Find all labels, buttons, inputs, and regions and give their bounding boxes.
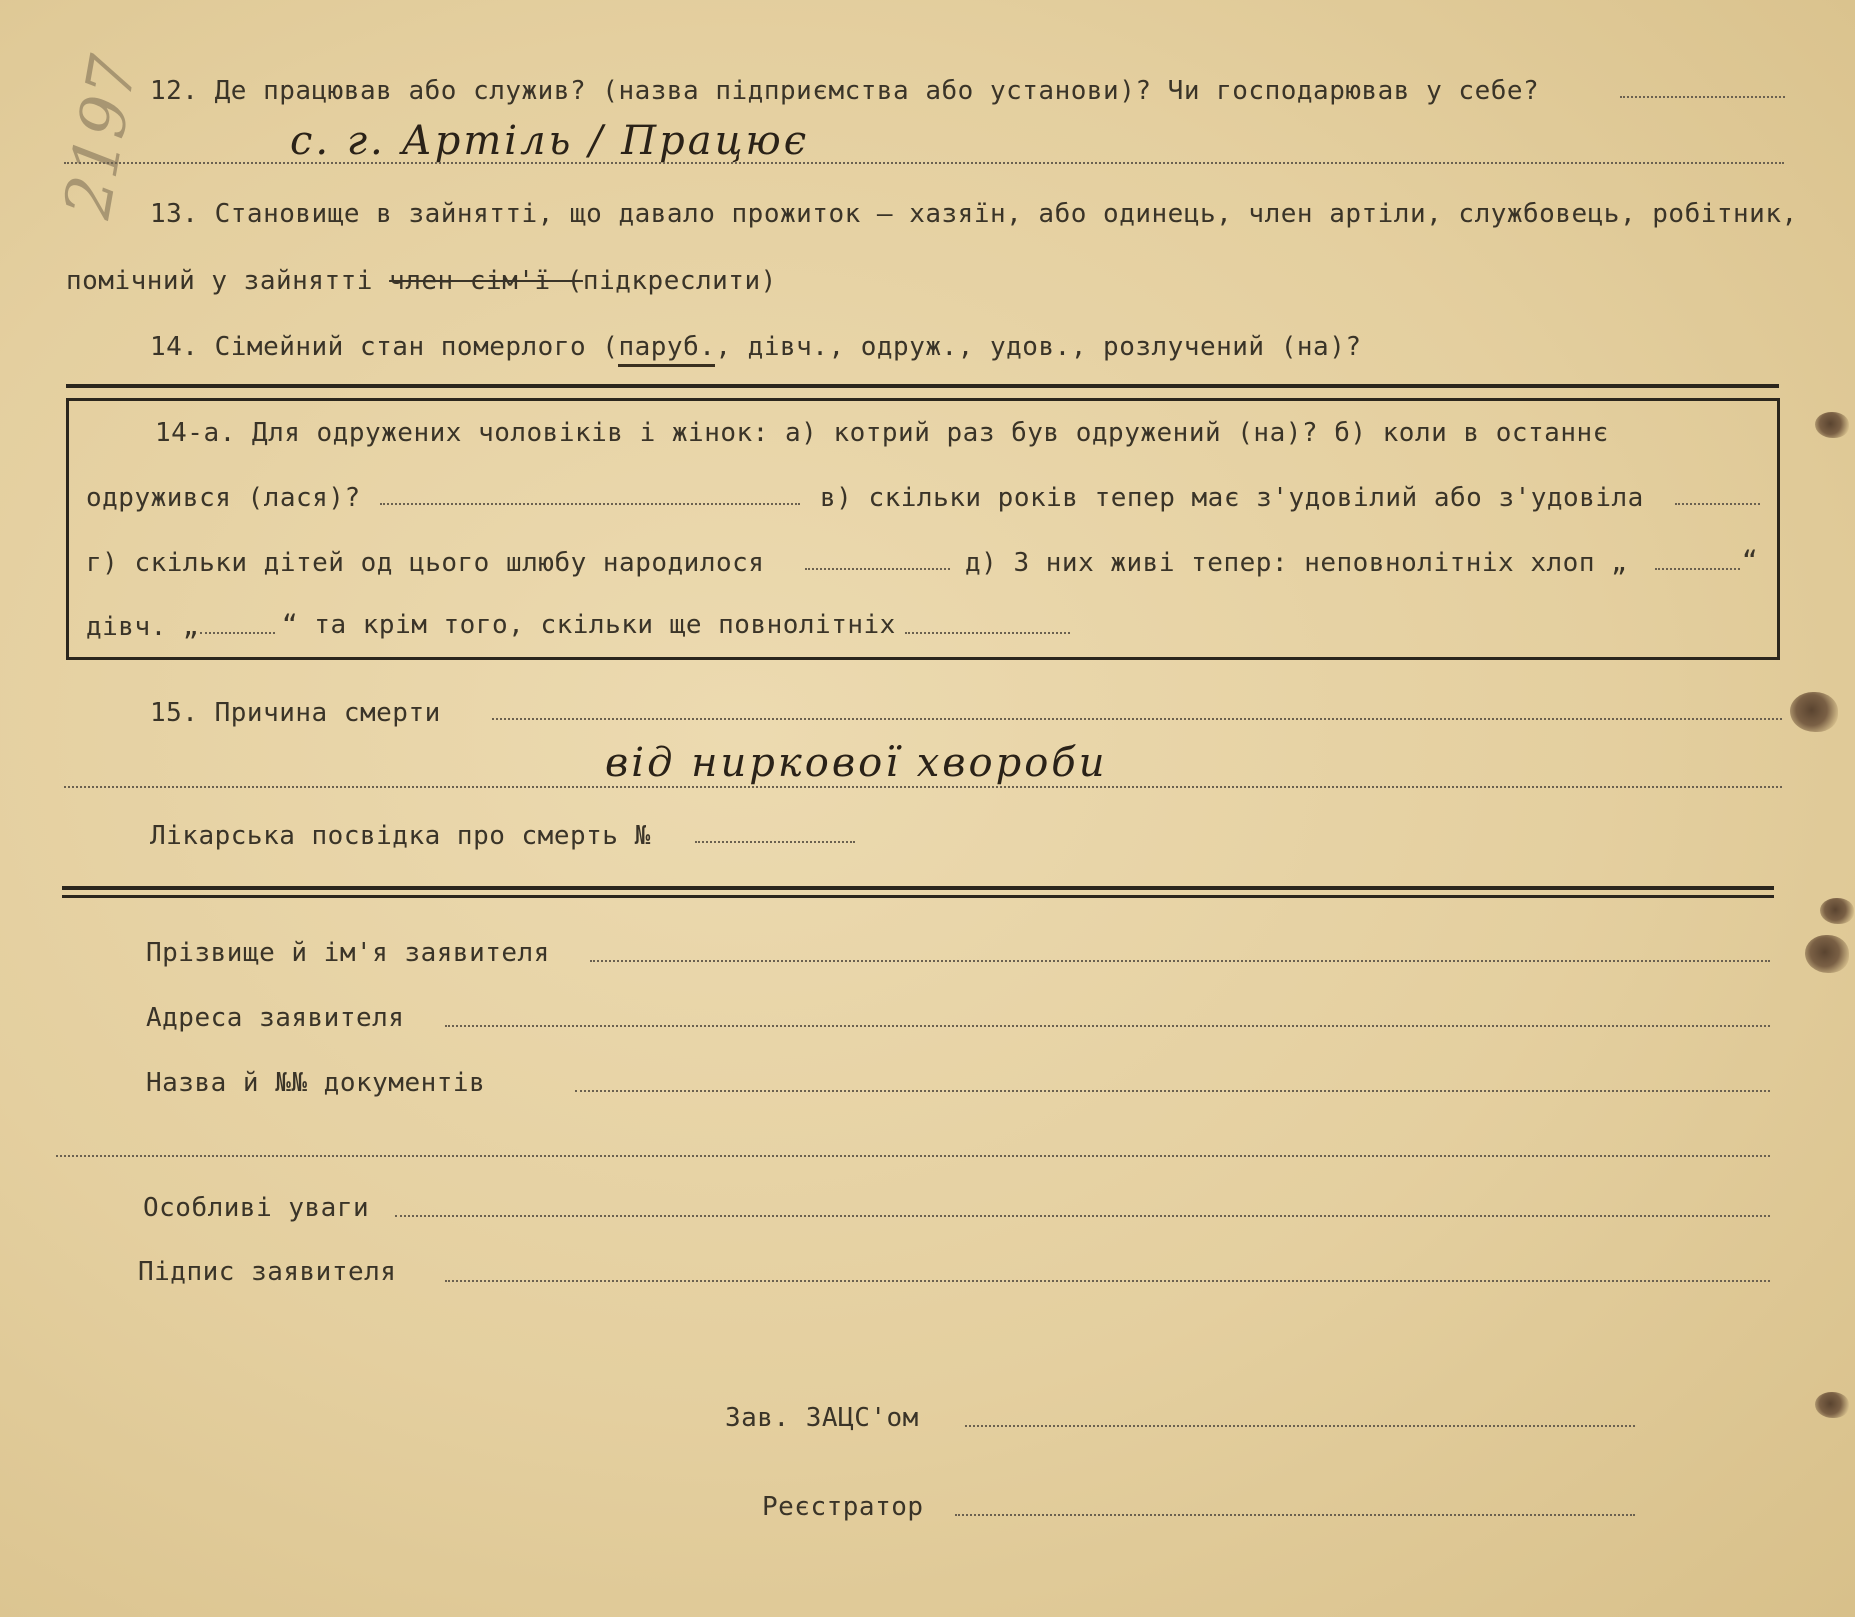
applicant-notes-dots	[395, 1215, 1770, 1217]
q13-line1: 13. Становище в зайнятті, що давало прожиток — хазяїн, або одинець, член артіли, службовець, робітник,	[150, 199, 1798, 229]
q14-line	[150, 332, 1362, 362]
q14a-top-rule	[66, 384, 1779, 388]
q13-line2	[66, 266, 777, 296]
q14a-boys-dots	[1655, 568, 1740, 570]
q15-cert-label: Лікарська посвідка про смерть №	[150, 821, 651, 851]
q14a-line2-dots	[380, 503, 800, 505]
q12-label: 12. Де працював або служив? (назва підприємства або установи)? Чи господарював у себе?	[150, 76, 1540, 106]
q12-dotted-line	[1620, 96, 1785, 98]
q14a-girls-dots	[200, 632, 275, 634]
q14a-line3a: г) скільки дітей од цього шлюбу народилося	[86, 548, 765, 578]
q15-answer: від ниркової хвороби	[605, 740, 1108, 786]
q14a-line2b-dots	[1675, 503, 1760, 505]
applicant-notes-label: Особливі уваги	[143, 1193, 370, 1223]
q13-line2-post: підкреслити)	[582, 266, 777, 296]
q12-answer: с. г. Артіль / Працює	[290, 118, 810, 164]
binding-hole-5	[1815, 1392, 1849, 1418]
q14-prefix: 14. Сімейний стан померлого (	[150, 332, 619, 362]
q14a-line2a: одружився (лася)?	[86, 483, 361, 513]
q14a-line3c: “	[1742, 546, 1759, 576]
q14a-line4b: “ та крім того, скільки ще повнолітніх	[282, 610, 896, 640]
applicant-name-dots	[590, 960, 1770, 962]
q14a-line4a: дівч. „	[86, 612, 200, 642]
q13-line2-struck: член сім'ї (	[389, 266, 583, 296]
applicant-docs-label: Назва й №№ документів	[146, 1068, 486, 1098]
q14a-adults-dots	[905, 632, 1070, 634]
applicant-docs-dots	[575, 1090, 1770, 1092]
registrar-dots	[955, 1514, 1635, 1516]
applicant-name-label: Прізвище й ім'я заявителя	[146, 938, 550, 968]
binding-hole-4	[1805, 935, 1849, 973]
binding-hole-3	[1820, 898, 1854, 924]
q14a-line3-dots	[805, 568, 950, 570]
q15-label: 15. Причина смерти	[150, 698, 441, 728]
binding-hole-1	[1815, 412, 1849, 438]
double-rule-top	[62, 886, 1774, 890]
applicant-signature-label: Підпис заявителя	[138, 1257, 397, 1287]
applicant-address-dots	[445, 1025, 1770, 1027]
q14a-line2b: в) скільки років тепер має з'удовілий або з'удовіла	[820, 483, 1644, 513]
applicant-signature-dots	[445, 1280, 1770, 1282]
q14-suffix: , дівч., одруж., удов., розлучений (на)?	[715, 332, 1362, 362]
archive-number: 2197	[50, 50, 153, 224]
q15-dots	[492, 718, 1782, 720]
registrar-label: Реєстратор	[762, 1492, 924, 1522]
q13-line2-pre: помічний у зайнятті	[66, 266, 390, 296]
binding-hole-2	[1790, 692, 1838, 732]
applicant-docs-line2	[56, 1155, 1770, 1157]
q14a-line1: 14-а. Для одружених чоловіків і жінок: а) котрий раз був одружений (на)? б) коли в останнє	[155, 418, 1609, 448]
head-dots	[965, 1425, 1635, 1427]
q15-cert-dots	[695, 841, 855, 843]
q12-answer-line	[64, 162, 1784, 164]
head-label: Зав. ЗАЦС'ом	[725, 1403, 919, 1433]
q14-underlined: паруб.	[618, 332, 715, 367]
q15-answer-line	[64, 786, 1782, 788]
double-rule-bottom	[62, 895, 1774, 898]
applicant-address-label: Адреса заявителя	[146, 1003, 405, 1033]
q14a-line3b: д) З них живі тепер: неповнолітніх хлоп „	[965, 548, 1628, 578]
